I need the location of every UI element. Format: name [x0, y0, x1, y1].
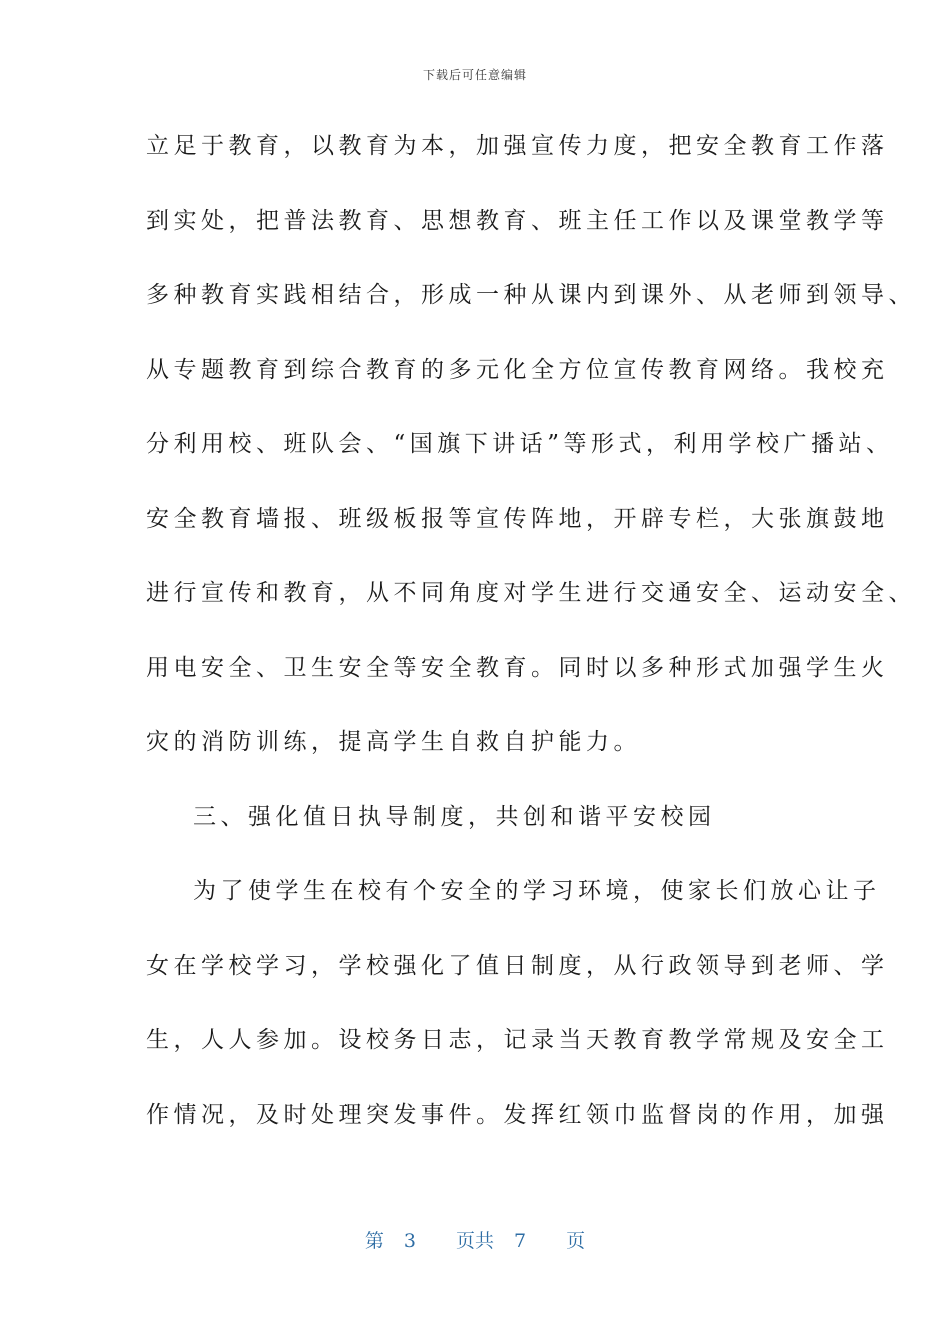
page-header-note: 下载后可任意编辑	[422, 68, 527, 82]
footer-suffix: 页	[566, 1230, 586, 1252]
paragraph-first-line: 为了使学生在校有个安全的学习环境，使家长们放心让子	[193, 878, 881, 904]
text-line: 进行宣传和教育，从不同角度对学生进行交通安全、运动安全、	[146, 580, 916, 606]
footer-total-pages: 7	[514, 1230, 527, 1252]
text-line: 女在学校学习，学校强化了值日制度，从行政领导到老师、学	[146, 952, 889, 979]
text-line: 多种教育实践相结合，形成一种从课内到课外、从老师到领导、	[146, 282, 916, 308]
footer-middle: 页共	[455, 1230, 494, 1252]
document-body	[146, 120, 916, 1163]
text-line: 分利用校、班队会、“国旗下讲话”等形式，利用学校广播站、	[146, 431, 894, 457]
section-heading: 三、强化值日执导制度，共创和谐平安校园	[193, 803, 716, 830]
text-line: 作情况，及时处理突发事件。发挥红领巾监督岗的作用，加强	[146, 1101, 889, 1128]
text-line: 生，人人参加。设校务日志，记录当天教育教学常规及安全工	[146, 1027, 889, 1053]
footer-page-number: 3	[403, 1230, 416, 1252]
text-line: 灾的消防训练，提高学生自救自护能力。	[146, 729, 641, 755]
page-footer	[0, 1226, 950, 1253]
text-line: 到实处，把普法教育、思想教育、班主任工作以及课堂教学等	[146, 207, 889, 234]
text-line: 立足于教育，以教育为本，加强宣传力度，把安全教育工作落	[146, 133, 889, 159]
footer-prefix: 第	[364, 1230, 384, 1252]
text-line: 安全教育墙报、班级板报等宣传阵地，开辟专栏，大张旗鼓地	[146, 505, 889, 532]
text-line: 从专题教育到综合教育的多元化全方位宣传教育网络。我校充	[146, 356, 889, 383]
text-line: 用电安全、卫生安全等安全教育。同时以多种形式加强学生火	[146, 654, 889, 681]
